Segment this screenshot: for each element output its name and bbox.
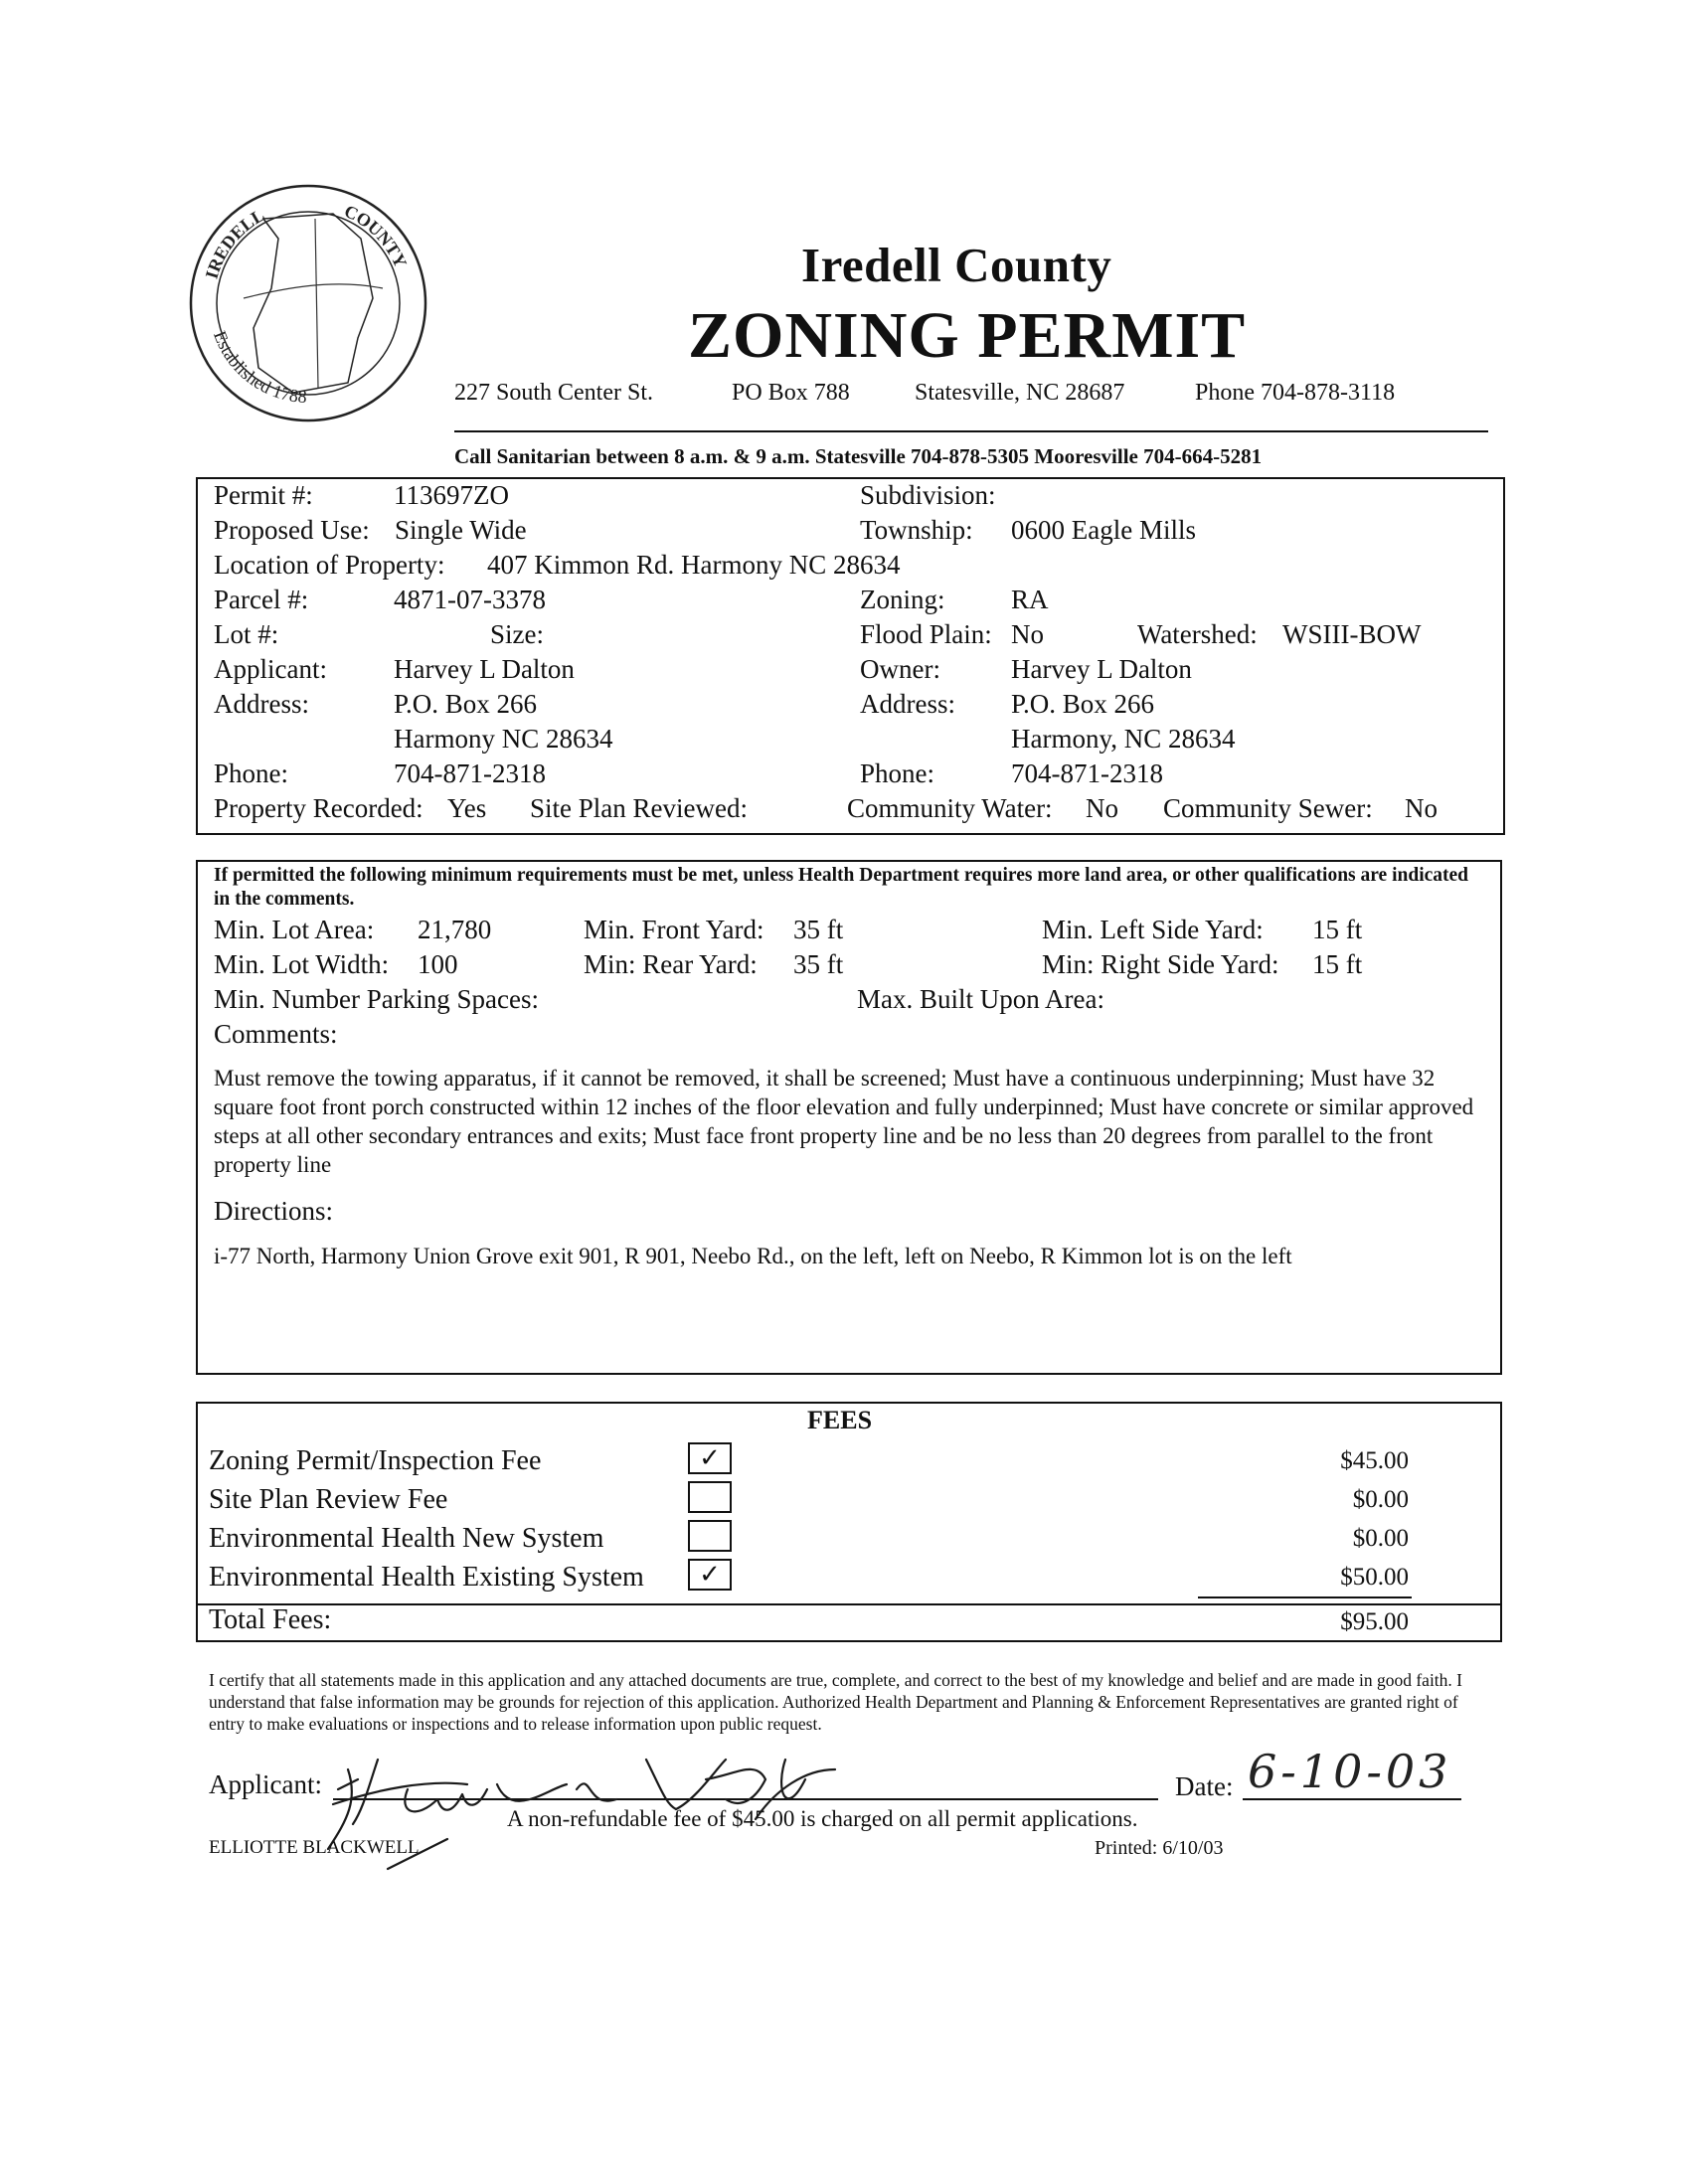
fee-note: A non-refundable fee of $45.00 is charged on all permit applications. bbox=[507, 1806, 1138, 1831]
directions-label: Directions: bbox=[214, 1196, 333, 1226]
permit-number-label: Permit #: bbox=[214, 480, 313, 510]
fee-amount-zoning: $45.00 bbox=[1340, 1447, 1409, 1474]
applicant-phone: 704-871-2318 bbox=[394, 758, 546, 788]
community-water-label: Community Water: bbox=[847, 793, 1053, 823]
fees-box bbox=[196, 1402, 1502, 1642]
watershed-label: Watershed: bbox=[1137, 619, 1258, 649]
total-divider bbox=[196, 1603, 1502, 1605]
min-left-side-yard-value: 15 ft bbox=[1312, 915, 1363, 944]
min-lot-area-label: Min. Lot Area: bbox=[214, 915, 375, 944]
officer-name: ELLIOTTE BLACKWELL bbox=[209, 1837, 420, 1858]
total-fees-amount: $95.00 bbox=[1340, 1608, 1409, 1635]
seal-text-top: IREDELL bbox=[201, 205, 268, 281]
flood-plain-value: No bbox=[1011, 619, 1044, 649]
location-label: Location of Property: bbox=[214, 550, 445, 580]
lot-label: Lot #: bbox=[214, 619, 279, 649]
owner-name: Harvey L Dalton bbox=[1011, 654, 1192, 684]
date-label: Date: bbox=[1175, 1771, 1234, 1801]
township-value: 0600 Eagle Mills bbox=[1011, 515, 1196, 545]
permit-info-box bbox=[196, 477, 1505, 835]
watershed-value: WSIII-BOW bbox=[1282, 619, 1422, 649]
comments-text: Must remove the towing apparatus, if it cannot be removed, it shall be screened; Must have a continuous underpinning; Must have 32 square foot front porch constructed within 12 inches of the floor elevation and fully underpinned; Must have concrete or similar approved steps at all other secondary entrances and exits; Must face front property line and be no less than 20 degrees from parallel to the front property line bbox=[214, 1066, 1474, 1177]
location-value: 407 Kimmon Rd. Harmony NC 28634 bbox=[487, 550, 901, 580]
fee-amount-env-existing: $50.00 bbox=[1340, 1564, 1409, 1591]
sanitarian-note: Call Sanitarian between 8 a.m. & 9 a.m. Statesville 704-878-5305 Mooresville 704-664-5281 bbox=[454, 444, 1263, 468]
printed-date: Printed: 6/10/03 bbox=[1095, 1837, 1224, 1859]
applicant-label: Applicant: bbox=[214, 654, 327, 684]
fee-checkbox-env-new[interactable] bbox=[688, 1520, 732, 1552]
subdivision-label: Subdivision: bbox=[860, 480, 996, 510]
applicant-address-label: Address: bbox=[214, 689, 309, 719]
size-label: Size: bbox=[490, 619, 544, 649]
fee-checkbox-zoning[interactable]: ✓ bbox=[688, 1442, 732, 1474]
fee-label-env-existing: Environmental Health Existing System bbox=[209, 1562, 644, 1593]
community-sewer-label: Community Sewer: bbox=[1163, 793, 1373, 823]
city-state-zip: Statesville, NC 28687 bbox=[915, 380, 1125, 406]
page-title: ZONING PERMIT bbox=[688, 299, 1247, 372]
owner-address-line2: Harmony, NC 28634 bbox=[1011, 724, 1236, 754]
county-seal bbox=[184, 179, 432, 427]
requirements-intro: If permitted the following minimum requirements must be met, unless Health Department requires more land area, or other qualifications are indicated in the comments. bbox=[214, 865, 1469, 910]
zoning-value: RA bbox=[1011, 585, 1049, 614]
min-front-yard-value: 35 ft bbox=[793, 915, 844, 944]
min-left-side-yard-label: Min. Left Side Yard: bbox=[1042, 915, 1264, 944]
parcel-value: 4871-07-3378 bbox=[394, 585, 546, 614]
fee-checkbox-site-plan[interactable] bbox=[688, 1481, 732, 1513]
min-lot-area-value: 21,780 bbox=[418, 915, 492, 944]
min-rear-yard-value: 35 ft bbox=[793, 949, 844, 979]
site-plan-reviewed-label: Site Plan Reviewed: bbox=[530, 793, 748, 823]
seal-text-right: COUNTY bbox=[341, 201, 412, 271]
certification-text: I certify that all statements made in this application and any attached documents are true, complete, and correct to the best of my knowledge and belief and are made in good faith. I understand that false information may be grounds for rejection of this application. Authorized Health Department and Planning & Enforcement Representatives are granted right of entry to make evaluations or inspections and to release information upon public request. bbox=[209, 1670, 1462, 1734]
min-parking-label: Min. Number Parking Spaces: bbox=[214, 984, 539, 1014]
street-address: 227 South Center St. bbox=[454, 380, 654, 406]
comments-label: Comments: bbox=[214, 1019, 338, 1049]
property-recorded-label: Property Recorded: bbox=[214, 793, 424, 823]
seal-text-bottom: Established 1788 bbox=[210, 328, 308, 408]
po-box: PO Box 788 bbox=[732, 380, 850, 406]
property-recorded-value: Yes bbox=[447, 793, 487, 823]
min-lot-width-value: 100 bbox=[418, 949, 458, 979]
permit-number-value: 113697ZO bbox=[394, 480, 509, 510]
fee-amount-site-plan: $0.00 bbox=[1352, 1486, 1409, 1513]
date-value: 6-10-03 bbox=[1248, 1745, 1452, 1798]
flood-plain-label: Flood Plain: bbox=[860, 619, 992, 649]
county-name: Iredell County bbox=[801, 238, 1112, 292]
total-rule bbox=[1198, 1596, 1412, 1598]
fee-amount-env-new: $0.00 bbox=[1352, 1525, 1409, 1552]
owner-address-label: Address: bbox=[860, 689, 955, 719]
directions-text: i-77 North, Harmony Union Grove exit 901, R 901, Neebo Rd., on the left, left on Neebo, R Kimmon lot is on the left bbox=[214, 1244, 1292, 1268]
office-phone: Phone 704-878-3118 bbox=[1195, 380, 1396, 406]
proposed-use-label: Proposed Use: bbox=[214, 515, 370, 545]
header-rule bbox=[454, 430, 1488, 432]
svg-text:IREDELL bbox=[202, 205, 268, 281]
min-lot-width-label: Min. Lot Width: bbox=[214, 949, 390, 979]
community-water-value: No bbox=[1086, 793, 1118, 823]
applicant-address-line2: Harmony NC 28634 bbox=[394, 724, 613, 754]
min-front-yard-label: Min. Front Yard: bbox=[584, 915, 764, 944]
min-right-side-yard-value: 15 ft bbox=[1312, 949, 1363, 979]
community-sewer-value: No bbox=[1405, 793, 1438, 823]
applicant-signature-label: Applicant: bbox=[209, 1769, 322, 1799]
fees-title: FEES bbox=[807, 1406, 873, 1434]
applicant-address-line1: P.O. Box 266 bbox=[394, 689, 538, 719]
fee-checkbox-env-existing[interactable]: ✓ bbox=[688, 1559, 732, 1591]
owner-label: Owner: bbox=[860, 654, 940, 684]
township-label: Township: bbox=[860, 515, 973, 545]
min-rear-yard-label: Min: Rear Yard: bbox=[584, 949, 758, 979]
min-right-side-yard-label: Min: Right Side Yard: bbox=[1042, 949, 1279, 979]
date-line bbox=[1243, 1798, 1461, 1800]
max-built-upon-label: Max. Built Upon Area: bbox=[857, 984, 1104, 1014]
total-fees-label: Total Fees: bbox=[209, 1604, 332, 1635]
applicant-phone-label: Phone: bbox=[214, 758, 289, 788]
owner-phone: 704-871-2318 bbox=[1011, 758, 1163, 788]
parcel-label: Parcel #: bbox=[214, 585, 309, 614]
fee-label-env-new: Environmental Health New System bbox=[209, 1523, 604, 1554]
zoning-label: Zoning: bbox=[860, 585, 945, 614]
fee-label-site-plan: Site Plan Review Fee bbox=[209, 1484, 448, 1515]
svg-text:COUNTY bbox=[341, 201, 411, 270]
fee-label-zoning: Zoning Permit/Inspection Fee bbox=[209, 1445, 542, 1476]
applicant-name: Harvey L Dalton bbox=[394, 654, 575, 684]
proposed-use-value: Single Wide bbox=[395, 515, 527, 545]
owner-address-line1: P.O. Box 266 bbox=[1011, 689, 1155, 719]
owner-phone-label: Phone: bbox=[860, 758, 935, 788]
